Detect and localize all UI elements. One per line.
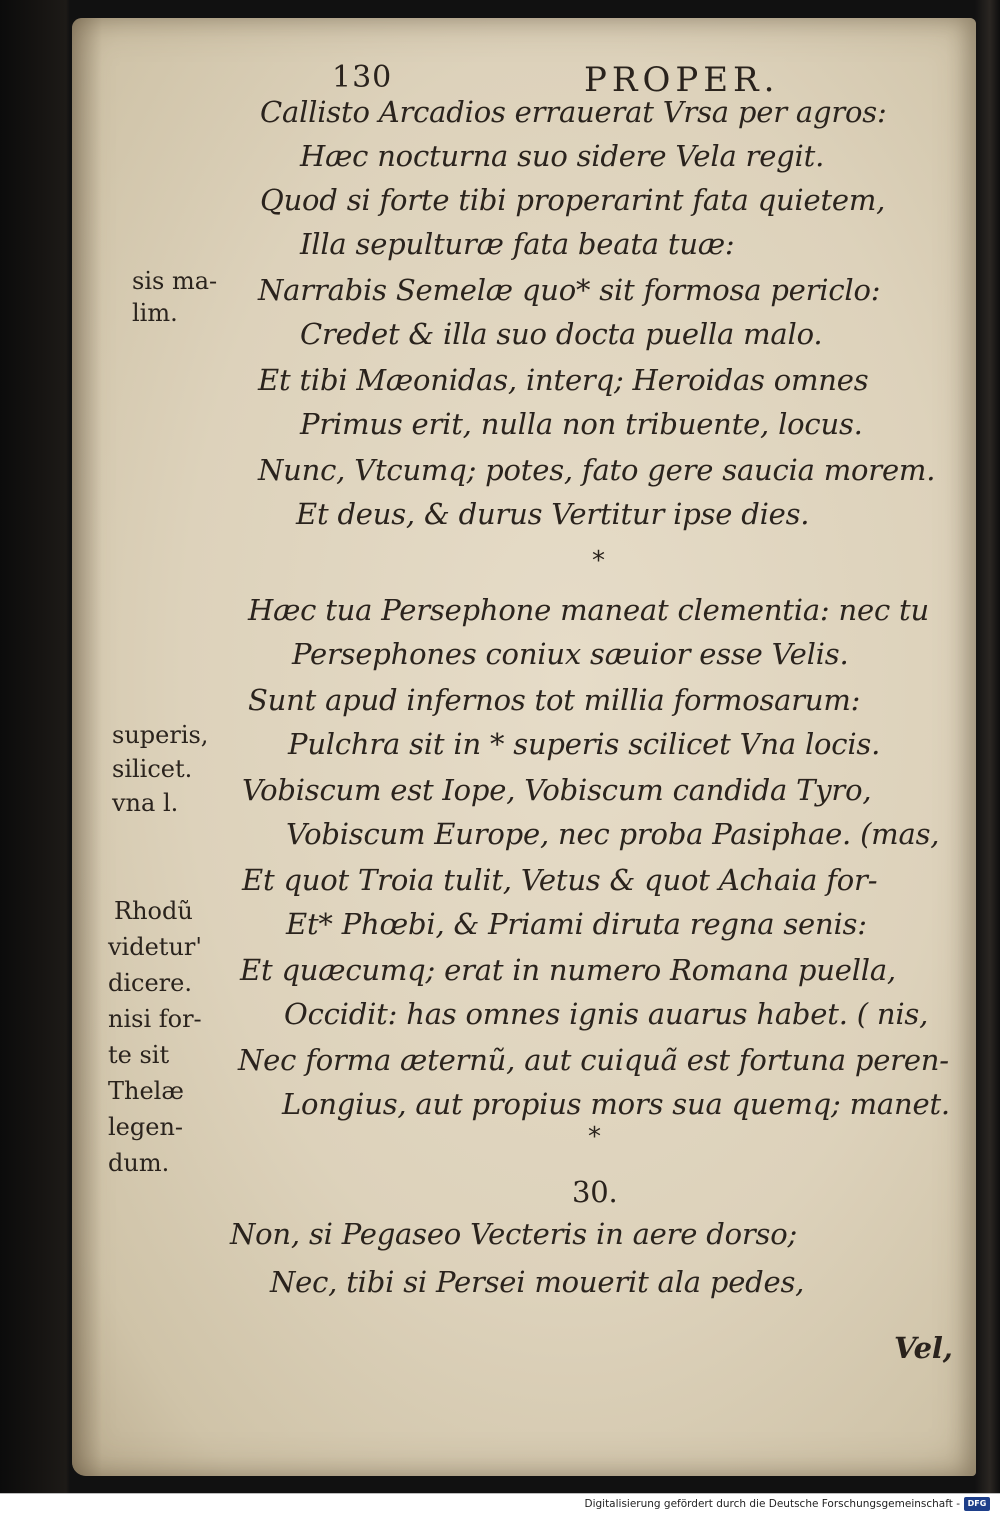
footer-bar (0, 1493, 1000, 1516)
verse-line: Persephones coniux sæuior esse Velis. (292, 637, 849, 671)
verse-line: Callisto Arcadios errauerat Vrsa per agros: (260, 95, 887, 129)
ornament-star: * (588, 1122, 601, 1152)
verse-line: Quod si forte tibi properarint fata quietem, (260, 183, 886, 217)
verse-line: Illa sepulturæ fata beata tuæ: (300, 227, 735, 261)
note-line: dicere. (108, 969, 192, 997)
verse-line: Et tibi Mæonidas, interq; Heroidas omnes (258, 363, 869, 397)
verse-line: Vobiscum Europe, nec proba Pasiphae. (mas, (286, 817, 940, 851)
verse-line: Hæc nocturna suo sidere Vela regit. (300, 139, 825, 173)
note-line: nisi for- (108, 1005, 202, 1033)
catchword: Vel, (894, 1331, 953, 1365)
note-line: silicet. (112, 755, 193, 783)
book-page (72, 18, 976, 1476)
verse-line: Pulchra sit in * superis scilicet Vna locis. (288, 727, 881, 761)
verse-line: Credet & illa suo docta puella malo. (300, 317, 823, 351)
ornament-star: * (592, 546, 605, 576)
verse-line: Et deus, & durus Vertitur ipse dies. (296, 497, 810, 531)
poem-number: 30. (572, 1175, 618, 1209)
verse-line: Et* Phœbi, & Priami diruta regna senis: (286, 907, 867, 941)
note-line: videtur' (108, 933, 202, 961)
footer-credit: Digitalisierung gefördert durch die Deutsche Forschungsgemeinschaft - (584, 1498, 960, 1510)
verse-line: Nec, tibi si Persei mouerit ala pedes, (270, 1265, 805, 1299)
verse-line: Primus erit, nulla non tribuente, locus. (300, 407, 863, 441)
note-line: lim. (132, 299, 178, 327)
note-line: superis, (112, 721, 209, 749)
page-number: 130 (332, 60, 393, 95)
running-head: PROPER. (584, 60, 780, 100)
dfg-logo-icon: DFG (964, 1497, 990, 1511)
note-line: Thelæ (108, 1077, 184, 1105)
note-line: te sit (108, 1041, 170, 1069)
verse-line: Narrabis Semelæ quo* sit formosa periclo: (258, 273, 881, 307)
verse-line: Non, si Pegaseo Vecteris in aere dorso; (230, 1217, 798, 1251)
note-line: vna l. (112, 789, 179, 817)
verse-line: Et quot Troia tulit, Vetus & quot Achaia for- (242, 863, 878, 897)
verse-line: Hæc tua Persephone maneat clementia: nec tu (248, 593, 929, 627)
verse-line: Nunc, Vtcumq; potes, fato gere saucia morem. (258, 453, 936, 487)
verse-line: Et quæcumq; erat in numero Romana puella, (240, 953, 896, 987)
verse-line: Occidit: has omnes ignis auarus habet. ( nis, (284, 997, 929, 1031)
verse-line: Nec forma æternũ, aut cuiquã est fortuna peren- (238, 1043, 949, 1077)
note-line: sis ma- (132, 267, 218, 295)
note-line: dum. (108, 1149, 170, 1177)
verse-line: Sunt apud infernos tot millia formosarum: (248, 683, 861, 717)
note-line: legen- (108, 1113, 184, 1141)
verse-line: Longius, aut propius mors sua quemq; manet. (282, 1087, 950, 1121)
note-line: Rhodũ (114, 897, 193, 925)
verse-line: Vobiscum est Iope, Vobiscum candida Tyro, (242, 773, 872, 807)
